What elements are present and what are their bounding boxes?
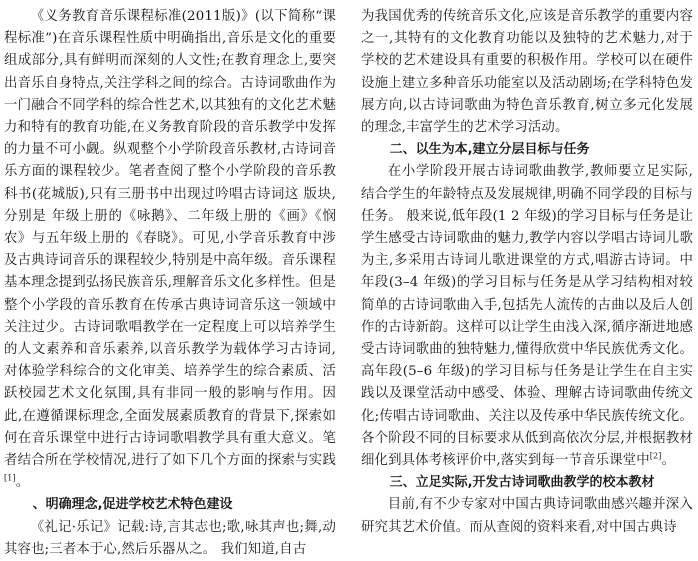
section-1-continued-paragraph: 为我国优秀的传统音乐文化,应该是音乐教学的重要内容之一,其特有的文化教育功能以及独特的艺术魅力,对于学校的艺术建设具有重要的积极作用。学校可以在硬件设施上建立多种音乐功能室以及活动剧场;在学科特色发展方向,以古诗词歌曲为特色音乐教育,树立多元化发展的理念,丰富学生的艺术学习活动。 xyxy=(361,9,693,136)
intro-paragraph xyxy=(4,6,336,494)
right-column xyxy=(361,6,693,535)
section-1-heading: 、明确理念,促进学校艺术特色建设 xyxy=(32,497,233,513)
intro-paragraph-text: 《义务教育音乐课程标准(2011版)》(以下简称“课程标准”)在音乐课程性质中明确指出,音乐是文化的重要组成部分,具有鲜明而深刻的人文性;在教育理念上,要突出音乐自身特点,关注学科之间的综合。古诗词歌曲作为一门融合不同学科的综合性艺术,以其独有的文化艺术魅力和特有的教育功能,在义务教育阶段的音乐教学中发挥的力量不可小觑。纵观整个小学阶段音乐教材,古诗词音乐方面的课程较少。笔者查阅了整个小学阶段的音乐教科书(花城版),只有三册书中出现过吟唱古诗词这 版块,分别是 年级上册的《咏鹅》、二年级上册的《画》《悯农》与五年级上册的《春晓》。可见,小学音乐教育中涉及古典诗词音乐的课程较少,特别是中高年级。音乐课程基本理念提到弘扬民族音乐,理解音乐文化多样性。但是整个小学段的音乐教育在传承古典诗词音乐这一领域中关注过少。古诗词歌唱教学在一定程度上可以培养学生的人文素养和音乐素养,以音乐教学为载体学习古诗词,对体验学科综合的文化审美、培养学生的综合素质、活跃校园艺术文化氛围,具有非同一般的影响与作用。因此,在遵循课标理念,全面发展素质教育的背景下,探索如何在音乐课堂中进行古诗词歌唱教学具有重大意义。笔者结合所在学校情况,进行了如下几个方面的探索与实践 xyxy=(4,9,336,469)
section-3-heading: 三、立足实际,开发古诗词歌曲教学的校本教材 xyxy=(389,475,655,491)
citation-2: [2] xyxy=(649,451,662,461)
left-column xyxy=(4,6,336,557)
citation-1: [1] xyxy=(4,473,16,483)
section-2-heading: 二、以生为本,建立分层目标与任务 xyxy=(389,142,590,158)
section-1-paragraph: 《礼记·乐记》记载:诗,言其志也;歌,咏其声也;舞,动其容也;三者本于心,然后乐器从之。 我们知道,自古 xyxy=(4,519,336,557)
intro-paragraph-end: 。 xyxy=(15,475,30,491)
section-2-paragraph-text: 在小学阶段开展古诗词歌曲教学,教师要立足实际,结合学生的年龄特点及发展规律,明确不同学段的目标与任务。 般来说,低年段(1 2 年级)的学习目标与任务是让学生感受古诗词歌曲的魅力,教学内容以学唱古诗词儿歌为主,多采用古诗词儿歌进课堂的方式,唱游古诗词。中年段(3–4 年级)的学习目标与任务是从学习结构相对较简单的古诗词歌曲入手,包括先人流传的古曲以及后人创作的古诗新韵。这样可以让学生由浅入深,循序渐进地感受古诗词歌曲的独特魅力,懂得欣赏中华民族优秀文化。高年段(5–6 年级)的学习目标与任务是让学生在自主实践以及课堂活动中感受、体验、理解古诗词歌曲传统文化;传唱古诗词歌曲、关注以及传承中华民族传统文化。各个阶段不同的目标要求从低到高依次分层,并根据教材细化到具体考核评价中,落实到每一节音乐课堂中 xyxy=(361,164,693,469)
section-3-paragraph: 目前,有不少专家对中国古典诗词歌曲感兴趣并深入研究其艺术价值。而从查阅的资料来看,对中国古典诗 xyxy=(361,497,693,535)
section-2-paragraph xyxy=(361,161,693,472)
section-2-paragraph-end: 。 xyxy=(661,453,676,469)
